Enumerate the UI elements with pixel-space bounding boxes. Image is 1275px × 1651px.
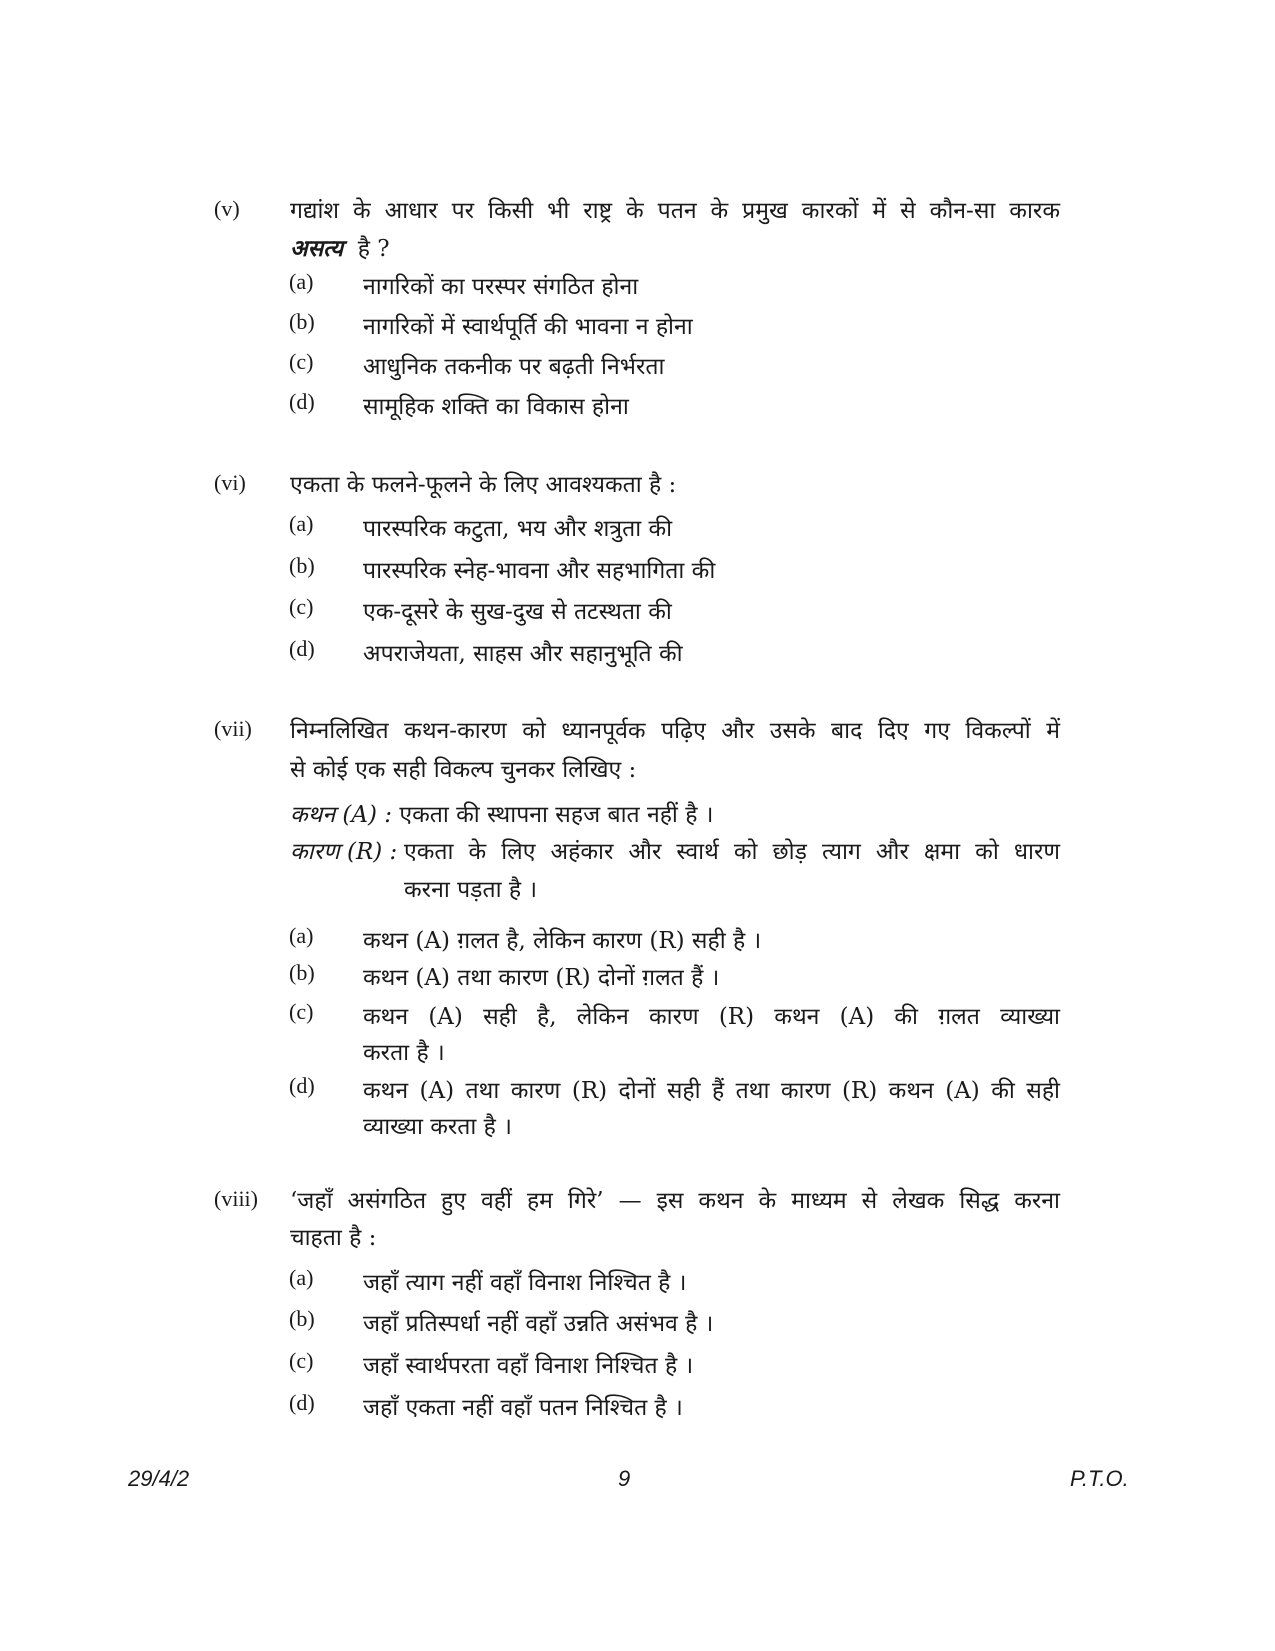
option-b bbox=[0, 553, 1275, 587]
option-b bbox=[0, 309, 1275, 343]
option-text: एक-दूसरे के सुख-दुख से तटस्थता की bbox=[363, 599, 672, 625]
assertion bbox=[290, 797, 1060, 829]
option-text: पारस्परिक कटुता, भय और शत्रुता की bbox=[363, 516, 673, 542]
page-number: 9 bbox=[618, 1466, 631, 1491]
option-label: (a) bbox=[289, 511, 314, 536]
question-stem-continued: चाहता है : bbox=[290, 1225, 377, 1251]
paper-code: 29/4/2 bbox=[128, 1466, 190, 1491]
option-d bbox=[0, 636, 1275, 670]
option-label: (d) bbox=[289, 389, 315, 414]
option-text: कथन (A) ग़लत है, लेकिन कारण (R) सही है । bbox=[363, 928, 762, 954]
option-d bbox=[0, 389, 1275, 423]
assertion-text: एकता की स्थापना सहज बात नहीं है । bbox=[399, 802, 714, 828]
reason-label: कारण (R) : bbox=[290, 839, 398, 865]
option-text-continued: करता है । bbox=[363, 1040, 445, 1066]
option-text: कथन (A) सही है, लेकिन कारण (R) कथन (A) की ग़लत व्याख्या bbox=[363, 1004, 1060, 1030]
option-b bbox=[0, 960, 1275, 994]
option-a bbox=[0, 269, 1275, 303]
option-text: कथन (A) तथा कारण (R) दोनों ग़लत हैं । bbox=[363, 965, 720, 991]
option-label: (a) bbox=[289, 1265, 314, 1290]
option-label: (c) bbox=[289, 594, 314, 619]
option-text-continued: व्याख्या करता है । bbox=[363, 1114, 512, 1140]
option-a bbox=[0, 923, 1275, 957]
question-number: (vi) bbox=[214, 470, 246, 495]
option-c bbox=[0, 349, 1275, 383]
option-b bbox=[0, 1306, 1275, 1340]
question-stem-continued bbox=[290, 231, 1060, 263]
assertion-label: कथन (A) : bbox=[290, 802, 393, 828]
option-label: (b) bbox=[289, 960, 315, 985]
option-text: कथन (A) तथा कारण (R) दोनों सही हैं तथा कारण (R) कथन (A) की सही bbox=[363, 1078, 1060, 1104]
option-text: जहाँ प्रतिस्पर्धा नहीं वहाँ उन्नति असंभव है । bbox=[363, 1311, 714, 1337]
emphasis-word: असत्य bbox=[290, 235, 344, 262]
option-label: (b) bbox=[289, 309, 315, 334]
reason-text-continued: करना पड़ता है । bbox=[404, 877, 538, 903]
option-label: (b) bbox=[289, 1306, 315, 1331]
stem-ending: है ? bbox=[357, 236, 390, 262]
option-label: (c) bbox=[289, 999, 314, 1024]
option-text: नागरिकों में स्वार्थपूर्ति की भावना न होना bbox=[363, 314, 693, 340]
option-c bbox=[0, 999, 1275, 1033]
option-label: (d) bbox=[289, 1073, 315, 1098]
reason-text: एकता के लिए अहंकार और स्वार्थ को छोड़ त्याग और क्षमा को धारण bbox=[404, 839, 1060, 865]
option-c bbox=[0, 1348, 1275, 1382]
option-text: सामूहिक शक्ति का विकास होना bbox=[363, 394, 629, 420]
option-label: (d) bbox=[289, 1390, 315, 1415]
option-label: (b) bbox=[289, 553, 315, 578]
option-d bbox=[0, 1390, 1275, 1424]
option-a bbox=[0, 511, 1275, 545]
option-label: (d) bbox=[289, 636, 315, 661]
option-text: पारस्परिक स्नेह-भावना और सहभागिता की bbox=[363, 558, 716, 584]
option-label: (a) bbox=[289, 923, 314, 948]
option-text: आधुनिक तकनीक पर बढ़ती निर्भरता bbox=[363, 354, 665, 380]
question-stem: ‘जहाँ असंगठित हुए वहीं हम गिरे’ — इस कथन के माध्यम से लेखक सिद्ध करना bbox=[290, 1188, 1060, 1214]
option-label: (c) bbox=[289, 1348, 314, 1373]
option-label: (c) bbox=[289, 349, 314, 374]
option-text: जहाँ त्याग नहीं वहाँ विनाश निश्चित है । bbox=[363, 1270, 687, 1296]
option-c bbox=[0, 594, 1275, 628]
option-label: (a) bbox=[289, 269, 314, 294]
question-stem: एकता के फलने-फूलने के लिए आवश्यकता है : bbox=[290, 472, 677, 498]
option-text: जहाँ एकता नहीं वहाँ पतन निश्चित है । bbox=[363, 1395, 683, 1421]
question-stem: गद्यांश के आधार पर किसी भी राष्ट्र के पतन के प्रमुख कारकों में से कौन-सा कारक bbox=[290, 198, 1060, 224]
option-text: जहाँ स्वार्थपरता वहाँ विनाश निश्चित है । bbox=[363, 1353, 694, 1379]
option-c-continued bbox=[0, 1035, 1275, 1069]
option-d-continued bbox=[0, 1109, 1275, 1143]
question-number: (viii) bbox=[214, 1186, 258, 1211]
option-d bbox=[0, 1073, 1275, 1107]
question-stem-continued: से कोई एक सही विकल्प चुनकर लिखिए : bbox=[290, 757, 637, 783]
question-number: (vii) bbox=[214, 716, 252, 741]
pto-label: P.T.O. bbox=[1070, 1466, 1129, 1491]
option-text: अपराजेयता, साहस और सहानुभूति की bbox=[363, 641, 683, 667]
question-stem: निम्नलिखित कथन-कारण को ध्यानपूर्वक पढ़िए और उसके बाद दिए गए विकल्पों में bbox=[290, 718, 1060, 744]
question-number: (v) bbox=[214, 196, 240, 221]
option-text: नागरिकों का परस्पर संगठित होना bbox=[363, 274, 639, 300]
option-a bbox=[0, 1265, 1275, 1299]
